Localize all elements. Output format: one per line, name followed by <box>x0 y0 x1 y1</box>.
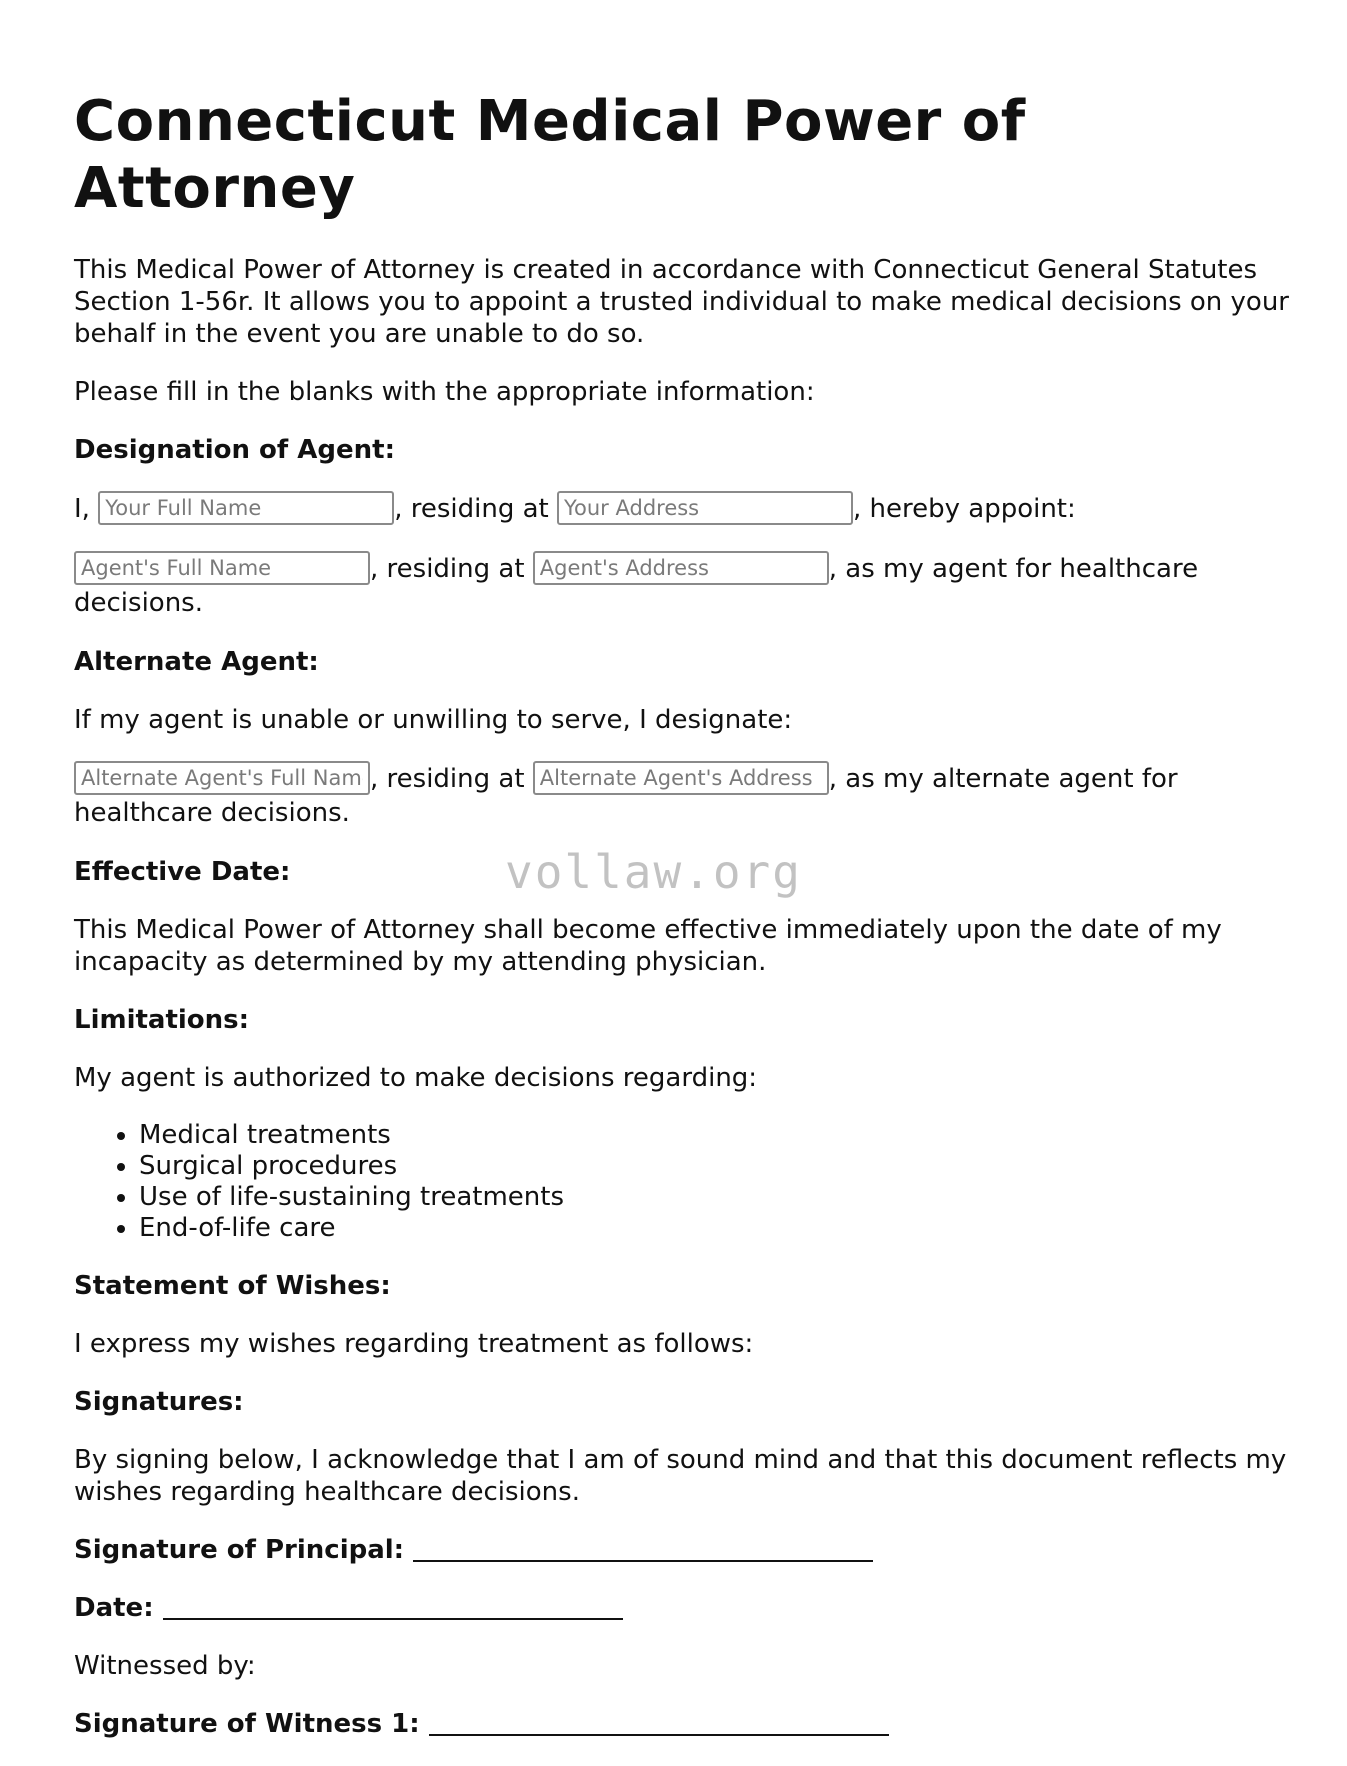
alternate-text: If my agent is unable or unwilling to serve, I designate: <box>74 705 793 736</box>
principal-signature-label: Signature of Principal: <box>74 1535 405 1566</box>
agent-address-input[interactable] <box>533 551 829 585</box>
date-label: Date: <box>74 1593 154 1624</box>
residing-at-text: , residing at <box>370 764 525 795</box>
hereby-appoint-text: , hereby appoint: <box>852 494 1076 525</box>
list-item: • End-of-life care <box>139 1213 1294 1244</box>
list-item: • Use of life-sustaining treatments <box>139 1182 1294 1213</box>
watermark: vollaw.org <box>505 845 802 899</box>
document <box>74 88 1294 1766</box>
instruction-text: Please fill in the blanks with the appropriate information: <box>74 377 815 408</box>
principal-signature-line[interactable] <box>413 1559 873 1562</box>
intro-paragraph: This Medical Power of Attorney is created in accordance with Connecticut General Statutes Section 1-56r. It allows you to appoint a trusted individual to make medical decisions on your behalf in the event you are unable to do so. <box>74 255 1289 350</box>
as-agent-text: , as my agent for healthcare decisions. <box>74 554 1199 619</box>
limitations-text: My agent is authorized to make decisions regarding: <box>74 1063 758 1094</box>
residing-at-text: , residing at <box>370 554 525 585</box>
your-address-input[interactable] <box>557 491 853 525</box>
principal-signature-row <box>74 1534 1294 1566</box>
alternate-agent-name-input[interactable] <box>74 761 370 795</box>
alternate-heading: Alternate Agent: <box>74 647 319 678</box>
effective-text: This Medical Power of Attorney shall become effective immediately upon the date of my incapacity as determined by my attending physician. <box>74 915 1222 978</box>
signatures-text: By signing below, I acknowledge that I am of sound mind and that this document reflects my wishes regarding healthcare decisions. <box>74 1445 1287 1508</box>
effective-heading: Effective Date: <box>74 857 291 888</box>
wishes-heading: Statement of Wishes: <box>74 1271 391 1302</box>
witness1-signature-label: Signature of Witness 1: <box>74 1709 420 1740</box>
wishes-text: I express my wishes regarding treatment as follows: <box>74 1329 754 1360</box>
signatures-heading: Signatures: <box>74 1387 244 1418</box>
page-title: Connecticut Medical Power of Attorney <box>74 89 1026 222</box>
date-row <box>74 1592 1294 1624</box>
alternate-agent-address-input[interactable] <box>533 761 829 795</box>
residing-at-text: , residing at <box>394 494 549 525</box>
witness1-signature-line[interactable] <box>429 1733 889 1736</box>
agent-line <box>74 552 1294 620</box>
limitations-list <box>74 1120 1294 1244</box>
agent-full-name-input[interactable] <box>74 551 370 585</box>
principal-line <box>74 492 1294 526</box>
list-item: • Medical treatments <box>139 1120 1294 1151</box>
list-item: • Surgical procedures <box>139 1151 1294 1182</box>
limitations-heading: Limitations: <box>74 1005 250 1036</box>
as-alt-agent-text: , as my alternate agent for healthcare decisions. <box>74 764 1178 829</box>
witnessed-by-text: Witnessed by: <box>74 1651 256 1682</box>
designation-heading: Designation of Agent: <box>74 435 395 466</box>
date-line[interactable] <box>163 1617 623 1620</box>
your-full-name-input[interactable] <box>98 491 394 525</box>
prefix-i: I, <box>74 494 90 525</box>
witness1-signature-row <box>74 1708 1294 1740</box>
alternate-agent-line <box>74 762 1294 830</box>
